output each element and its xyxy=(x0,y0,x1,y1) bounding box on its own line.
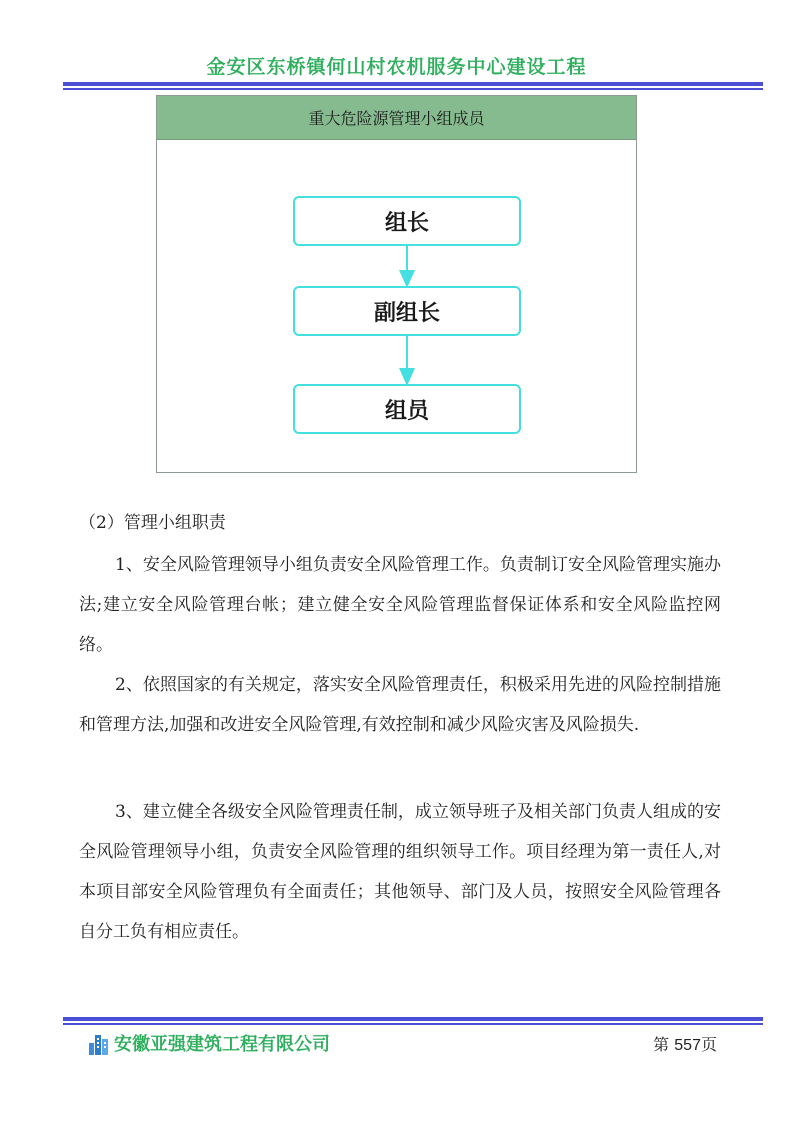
page-number xyxy=(653,1032,717,1055)
org-chart xyxy=(156,95,637,473)
paragraph-3: 3、建立健全各级安全风险管理责任制，成立领导班子及相关部门负责人组成的安全风险管理领导小组，负责安全风险管理的组织领导工作。项目经理为第一责任人,对本项目部安全风险管理负有全面责任；其他领导、部门及人员，按照安全风险管理各自分工负有相应责任。 xyxy=(79,802,721,942)
org-box-leader: 组长 xyxy=(293,196,521,246)
section-heading: （2）管理小组职责 xyxy=(79,513,226,533)
page-header-title: 金安区东桥镇何山村农机服务中心建设工程 xyxy=(206,56,587,78)
building-logo-icon xyxy=(88,1031,110,1055)
footer-rule xyxy=(63,1017,763,1025)
paragraph-1: 1、安全风险管理领导小组负责安全风险管理工作。负责制订安全风险管理实施办法;建立安全风险管理台帐；建立健全安全风险管理监督保证体系和安全风险监控网络。 xyxy=(79,555,721,655)
page-number-value: 557 xyxy=(674,1037,701,1054)
page-number-prefix: 第 xyxy=(653,1035,670,1054)
header-rule xyxy=(63,82,763,90)
org-box-deputy-leader: 副组长 xyxy=(293,286,521,336)
org-box-members: 组员 xyxy=(293,384,521,434)
page-number-suffix: 页 xyxy=(700,1035,717,1054)
footer-company-name: 安徽亚强建筑工程有限公司 xyxy=(114,1034,330,1055)
footer-company xyxy=(88,1030,330,1056)
org-chart-title: 重大危险源管理小组成员 xyxy=(157,96,636,140)
paragraph-2: 2、依照国家的有关规定，落实安全风险管理责任，积极采用先进的风险控制措施和管理方法,加强和改进安全风险管理,有效控制和减少风险灾害及风险损失. xyxy=(79,675,721,735)
